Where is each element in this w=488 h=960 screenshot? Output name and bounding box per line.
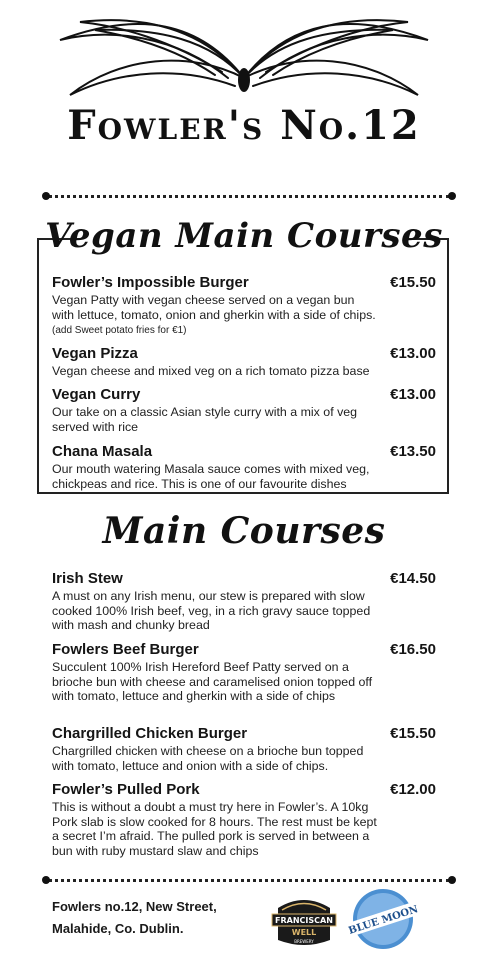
item-name: Chargrilled Chicken Burger bbox=[52, 725, 248, 742]
franciscan-line3: BREWERY bbox=[294, 939, 314, 944]
item-price: €12.00 bbox=[390, 781, 436, 798]
franciscan-line2: WELL bbox=[291, 928, 317, 937]
restaurant-address bbox=[52, 896, 217, 940]
item-price: €13.00 bbox=[390, 386, 436, 403]
vegan-section-title: Vegan Main Courses bbox=[45, 216, 443, 256]
item-name: Fowler’s Pulled Pork bbox=[52, 781, 200, 798]
menu-item bbox=[52, 386, 442, 434]
item-name: Fowlers Beef Burger bbox=[52, 641, 199, 658]
item-desc: Our mouth watering Masala sauce comes with mixed veg, chickpeas and rice. This is one of our favourite dishes bbox=[52, 462, 370, 491]
item-name: Chana Masala bbox=[52, 443, 153, 460]
item-desc: A must on any Irish menu, our stew is prepared with slow cooked 100% Irish beef, veg, in a rich gravy sauce topped with mash and chunky bread bbox=[52, 589, 371, 632]
item-desc: This is without a doubt a must try here in Fowler’s. A 10kg Pork slab is slow cooked for 8 hours. The rest must be kept a secret I’m afraid. The pulled pork is served in between a bun with ruby mustard slaw and chips bbox=[52, 800, 377, 858]
dotted-divider-bottom bbox=[48, 879, 450, 882]
item-desc: Chargrilled chicken with cheese on a brioche bun topped with tomato, lettuce and onion with a side of chips. bbox=[52, 744, 364, 773]
item-desc: Our take on a classic Asian style curry with a mix of veg served with rice bbox=[52, 405, 358, 434]
dotted-divider-top bbox=[48, 195, 450, 198]
item-desc: Vegan Patty with vegan cheese served on a vegan bun with lettuce, tomato, onion and gherkin with a side of chips. (add Sweet potato fries for €1) bbox=[52, 293, 376, 336]
menu-item bbox=[52, 781, 442, 858]
item-price: €13.00 bbox=[390, 345, 436, 362]
item-name: Irish Stew bbox=[52, 570, 123, 587]
item-price: €14.50 bbox=[390, 570, 436, 587]
franciscan-line1: FRANCISCAN bbox=[275, 916, 333, 925]
franciscan-well-logo bbox=[268, 890, 340, 950]
blue-moon-logo bbox=[344, 886, 422, 952]
blue-moon-text: BLUE MOON bbox=[347, 904, 420, 937]
item-price: €15.50 bbox=[390, 274, 436, 291]
menu-item bbox=[52, 443, 442, 491]
menu-item bbox=[52, 725, 442, 773]
restaurant-logo bbox=[0, 0, 488, 175]
item-price: €16.50 bbox=[390, 641, 436, 658]
menu-item bbox=[52, 570, 442, 633]
item-name: Vegan Pizza bbox=[52, 345, 138, 362]
main-section-title: Main Courses bbox=[102, 510, 386, 552]
logo-title: Fowler's No.12 bbox=[67, 102, 421, 149]
menu-item bbox=[52, 274, 442, 339]
address-line-2: Malahide, Co. Dublin. bbox=[52, 921, 184, 936]
item-name: Fowler’s Impossible Burger bbox=[52, 274, 249, 291]
menu-item bbox=[52, 641, 442, 704]
item-price: €15.50 bbox=[390, 725, 436, 742]
item-desc: Vegan cheese and mixed veg on a rich tomato pizza base bbox=[52, 364, 370, 378]
item-name: Vegan Curry bbox=[52, 386, 141, 403]
item-price: €13.50 bbox=[390, 443, 436, 460]
item-note: (add Sweet potato fries for €1) bbox=[52, 325, 187, 336]
menu-item bbox=[52, 345, 442, 379]
item-desc: Succulent 100% Irish Hereford Beef Patty served on a brioche bun with cheese and caramelised onion topped off with tomato, lettuce and gherkin with a side of chips bbox=[52, 660, 373, 703]
address-line-1: Fowlers no.12, New Street, bbox=[52, 899, 217, 914]
bird-wings-icon bbox=[0, 0, 488, 110]
